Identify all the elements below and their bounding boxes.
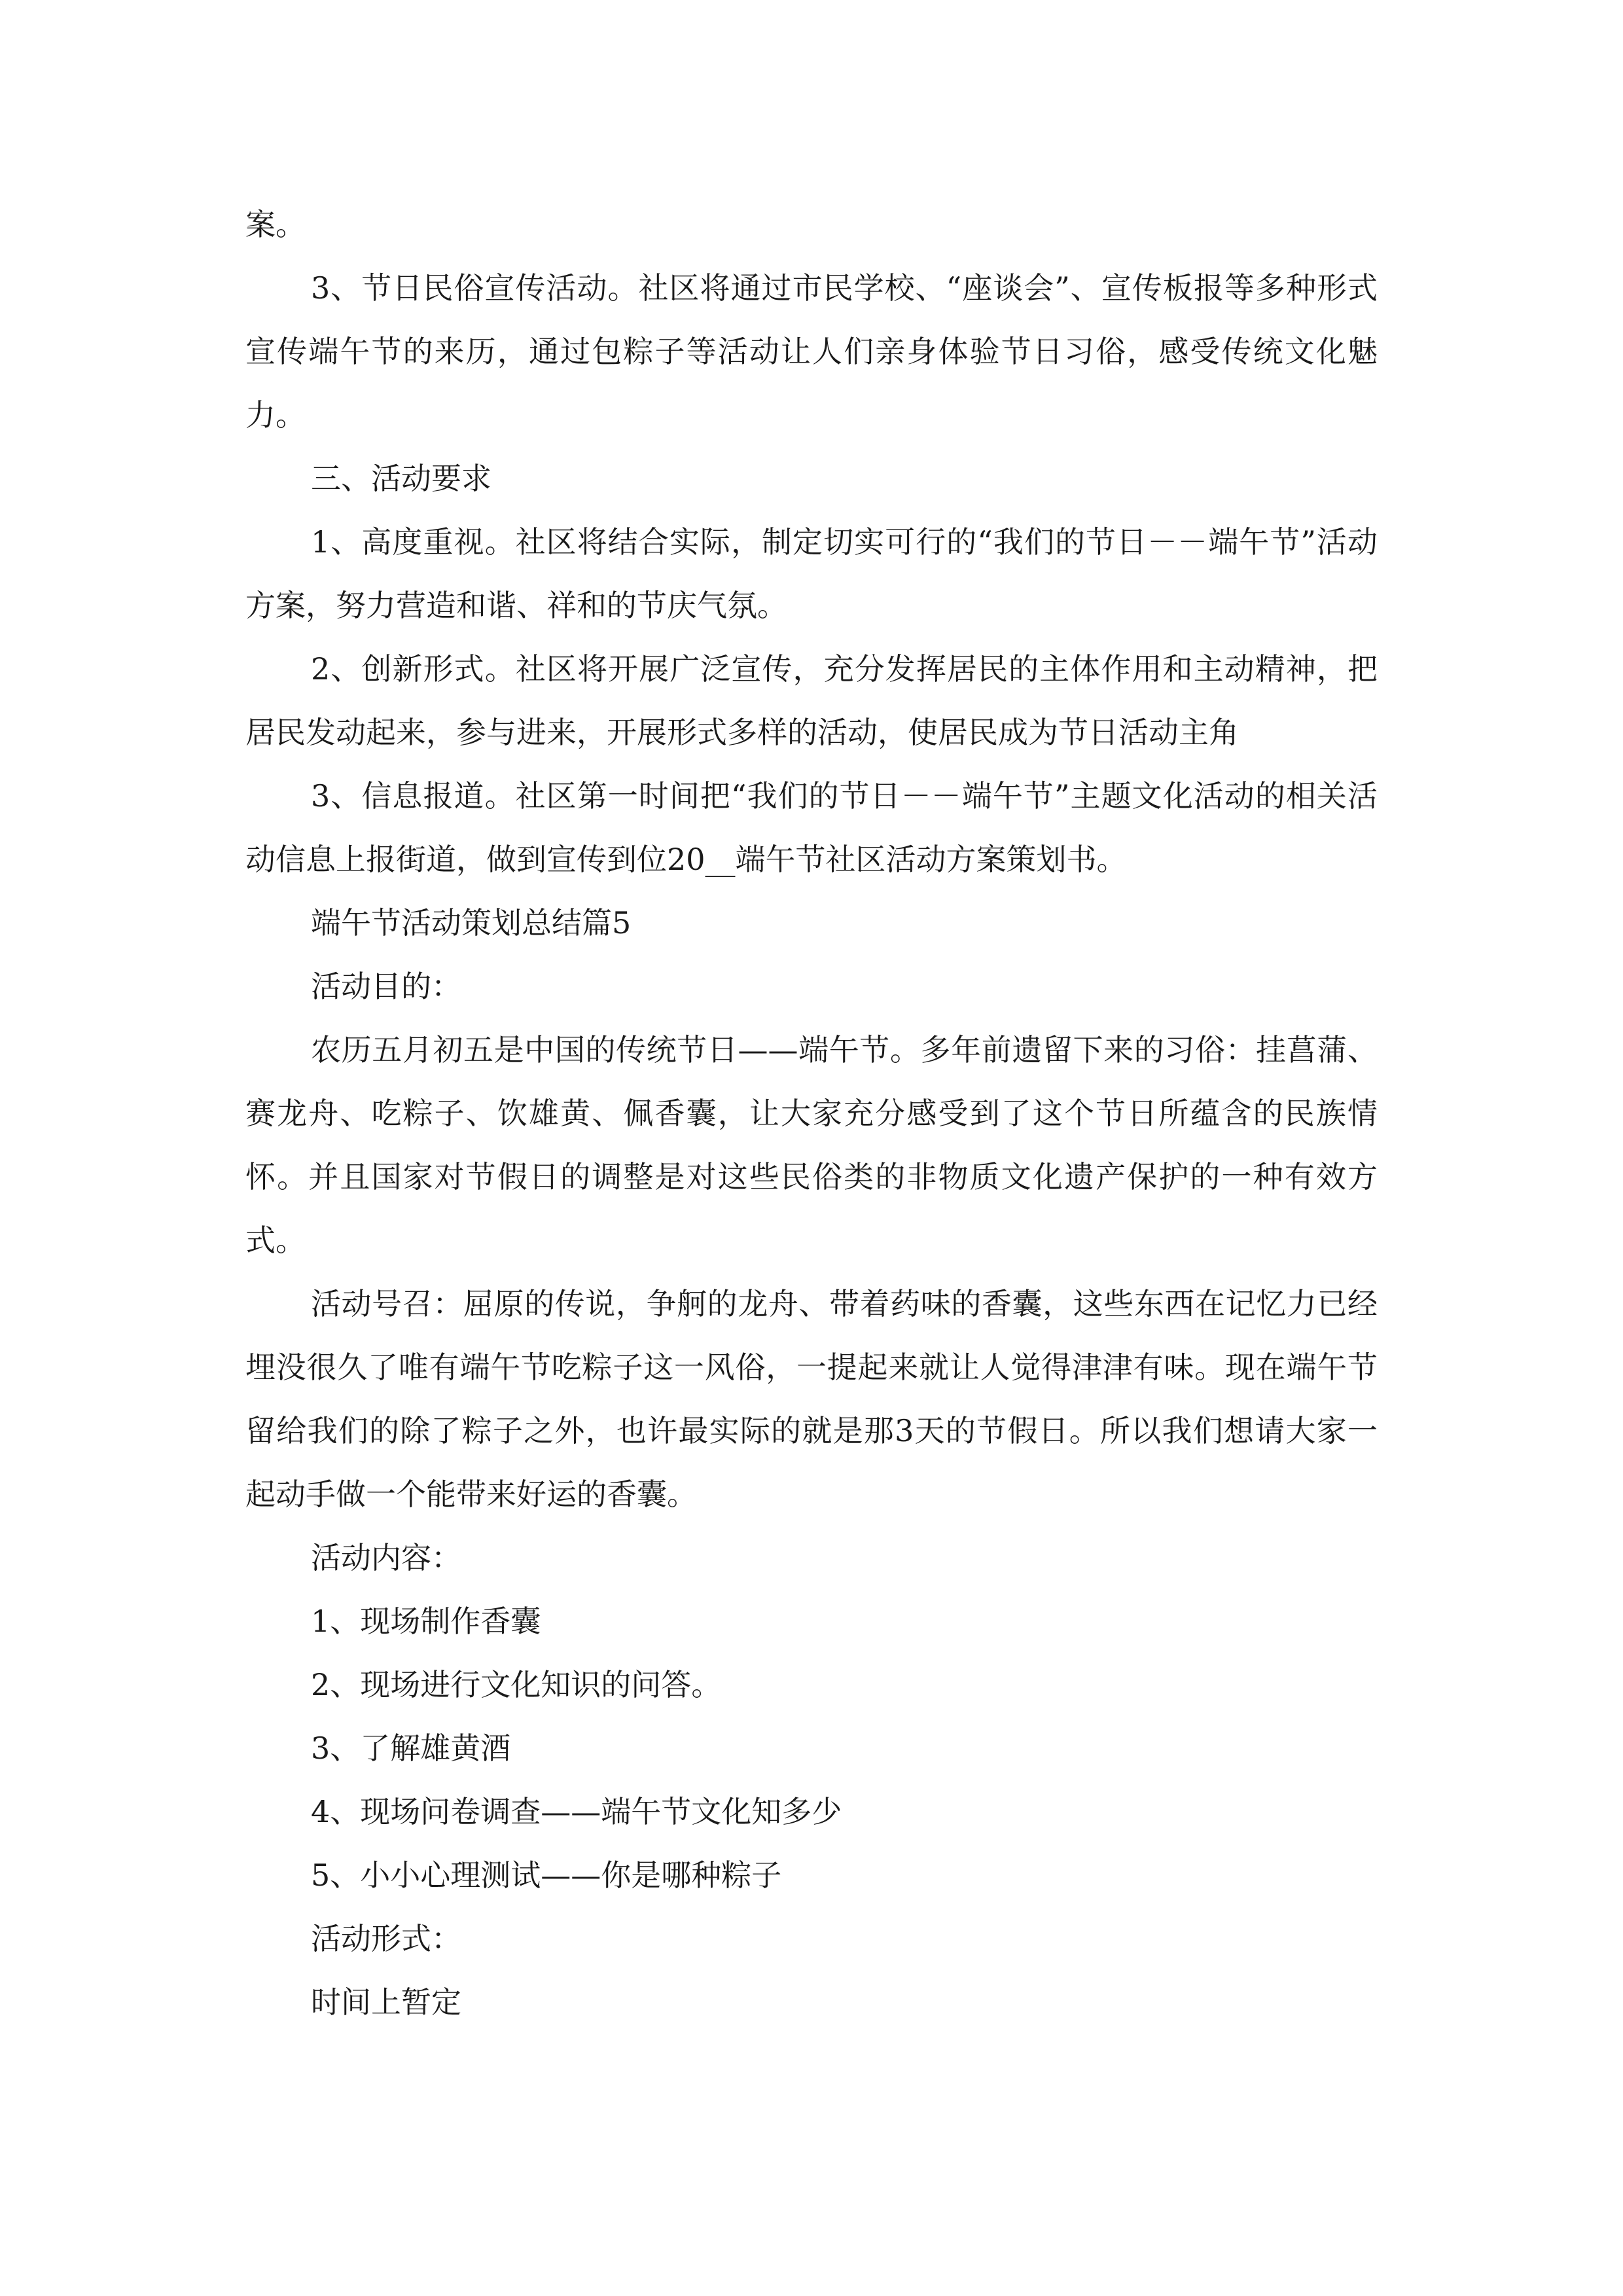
paragraph-requirement-3: 3、信息报道。社区第一时间把“我们的节日－－端午节”主题文化活动的相关活动信息上报街道，做到宣传到位20__端午节社区活动方案策划书。 (245, 778, 1378, 877)
list-item-content-1: 1、现场制作香囊 (311, 1604, 541, 1639)
list-item-content-3: 3、了解雄黄酒 (311, 1731, 511, 1766)
paragraph-requirement-1: 1、高度重视。社区将结合实际，制定切实可行的“我们的节日－－端午节”活动方案，努力营造和谐、祥和的节庆气氛。 (245, 524, 1378, 623)
paragraph-continuation: 案。 (245, 207, 306, 242)
paragraph-activity-purpose: 农历五月初五是中国的传统节日——端午节。多年前遗留下来的习俗：挂菖蒲、赛龙舟、吃粽子、饮雄黄、佩香囊，让大家充分感受到了这个节日所蕴含的民族情怀。并且国家对节假日的调整是对这些民俗类的非物质文化遗产保护的一种有效方式。 (245, 1032, 1378, 1258)
heading-activity-content: 活动内容： (311, 1540, 461, 1575)
section-heading-requirements: 三、活动要求 (311, 461, 491, 496)
list-item-content-5: 5、小小心理测试——你是哪种粽子 (311, 1857, 782, 1893)
paragraph-time-tbd: 时间上暂定 (311, 1984, 461, 2020)
list-item-content-2: 2、现场进行文化知识的问答。 (311, 1667, 722, 1702)
paragraph-requirement-2: 2、创新形式。社区将开展广泛宣传，充分发挥居民的主体作用和主动精神，把居民发动起来，参与进来，开展形式多样的活动，使居民成为节日活动主角 (245, 651, 1378, 750)
paragraph-folk-promotion: 3、节日民俗宣传活动。社区将通过市民学校、“座谈会”、宣传板报等多种形式宣传端午节的来历，通过包粽子等活动让人们亲身体验节日习俗，感受传统文化魅力。 (245, 270, 1378, 433)
document-body (245, 193, 1378, 2034)
heading-activity-purpose: 活动目的： (311, 969, 461, 1004)
section-title-part-5: 端午节活动策划总结篇5 (311, 905, 632, 941)
list-item-content-4: 4、现场问卷调查——端午节文化知多少 (311, 1794, 842, 1829)
paragraph-activity-call: 活动号召：屈原的传说，争舸的龙舟、带着药味的香囊，这些东西在记忆力已经埋没很久了唯有端午节吃粽子这一风俗，一提起来就让人觉得津津有味。现在端午节留给我们的除了粽子之外，也许最实际的就是那3天的节假日。所以我们想请大家一起动手做一个能带来好运的香囊。 (245, 1286, 1378, 1512)
heading-activity-form: 活动形式： (311, 1921, 461, 1956)
